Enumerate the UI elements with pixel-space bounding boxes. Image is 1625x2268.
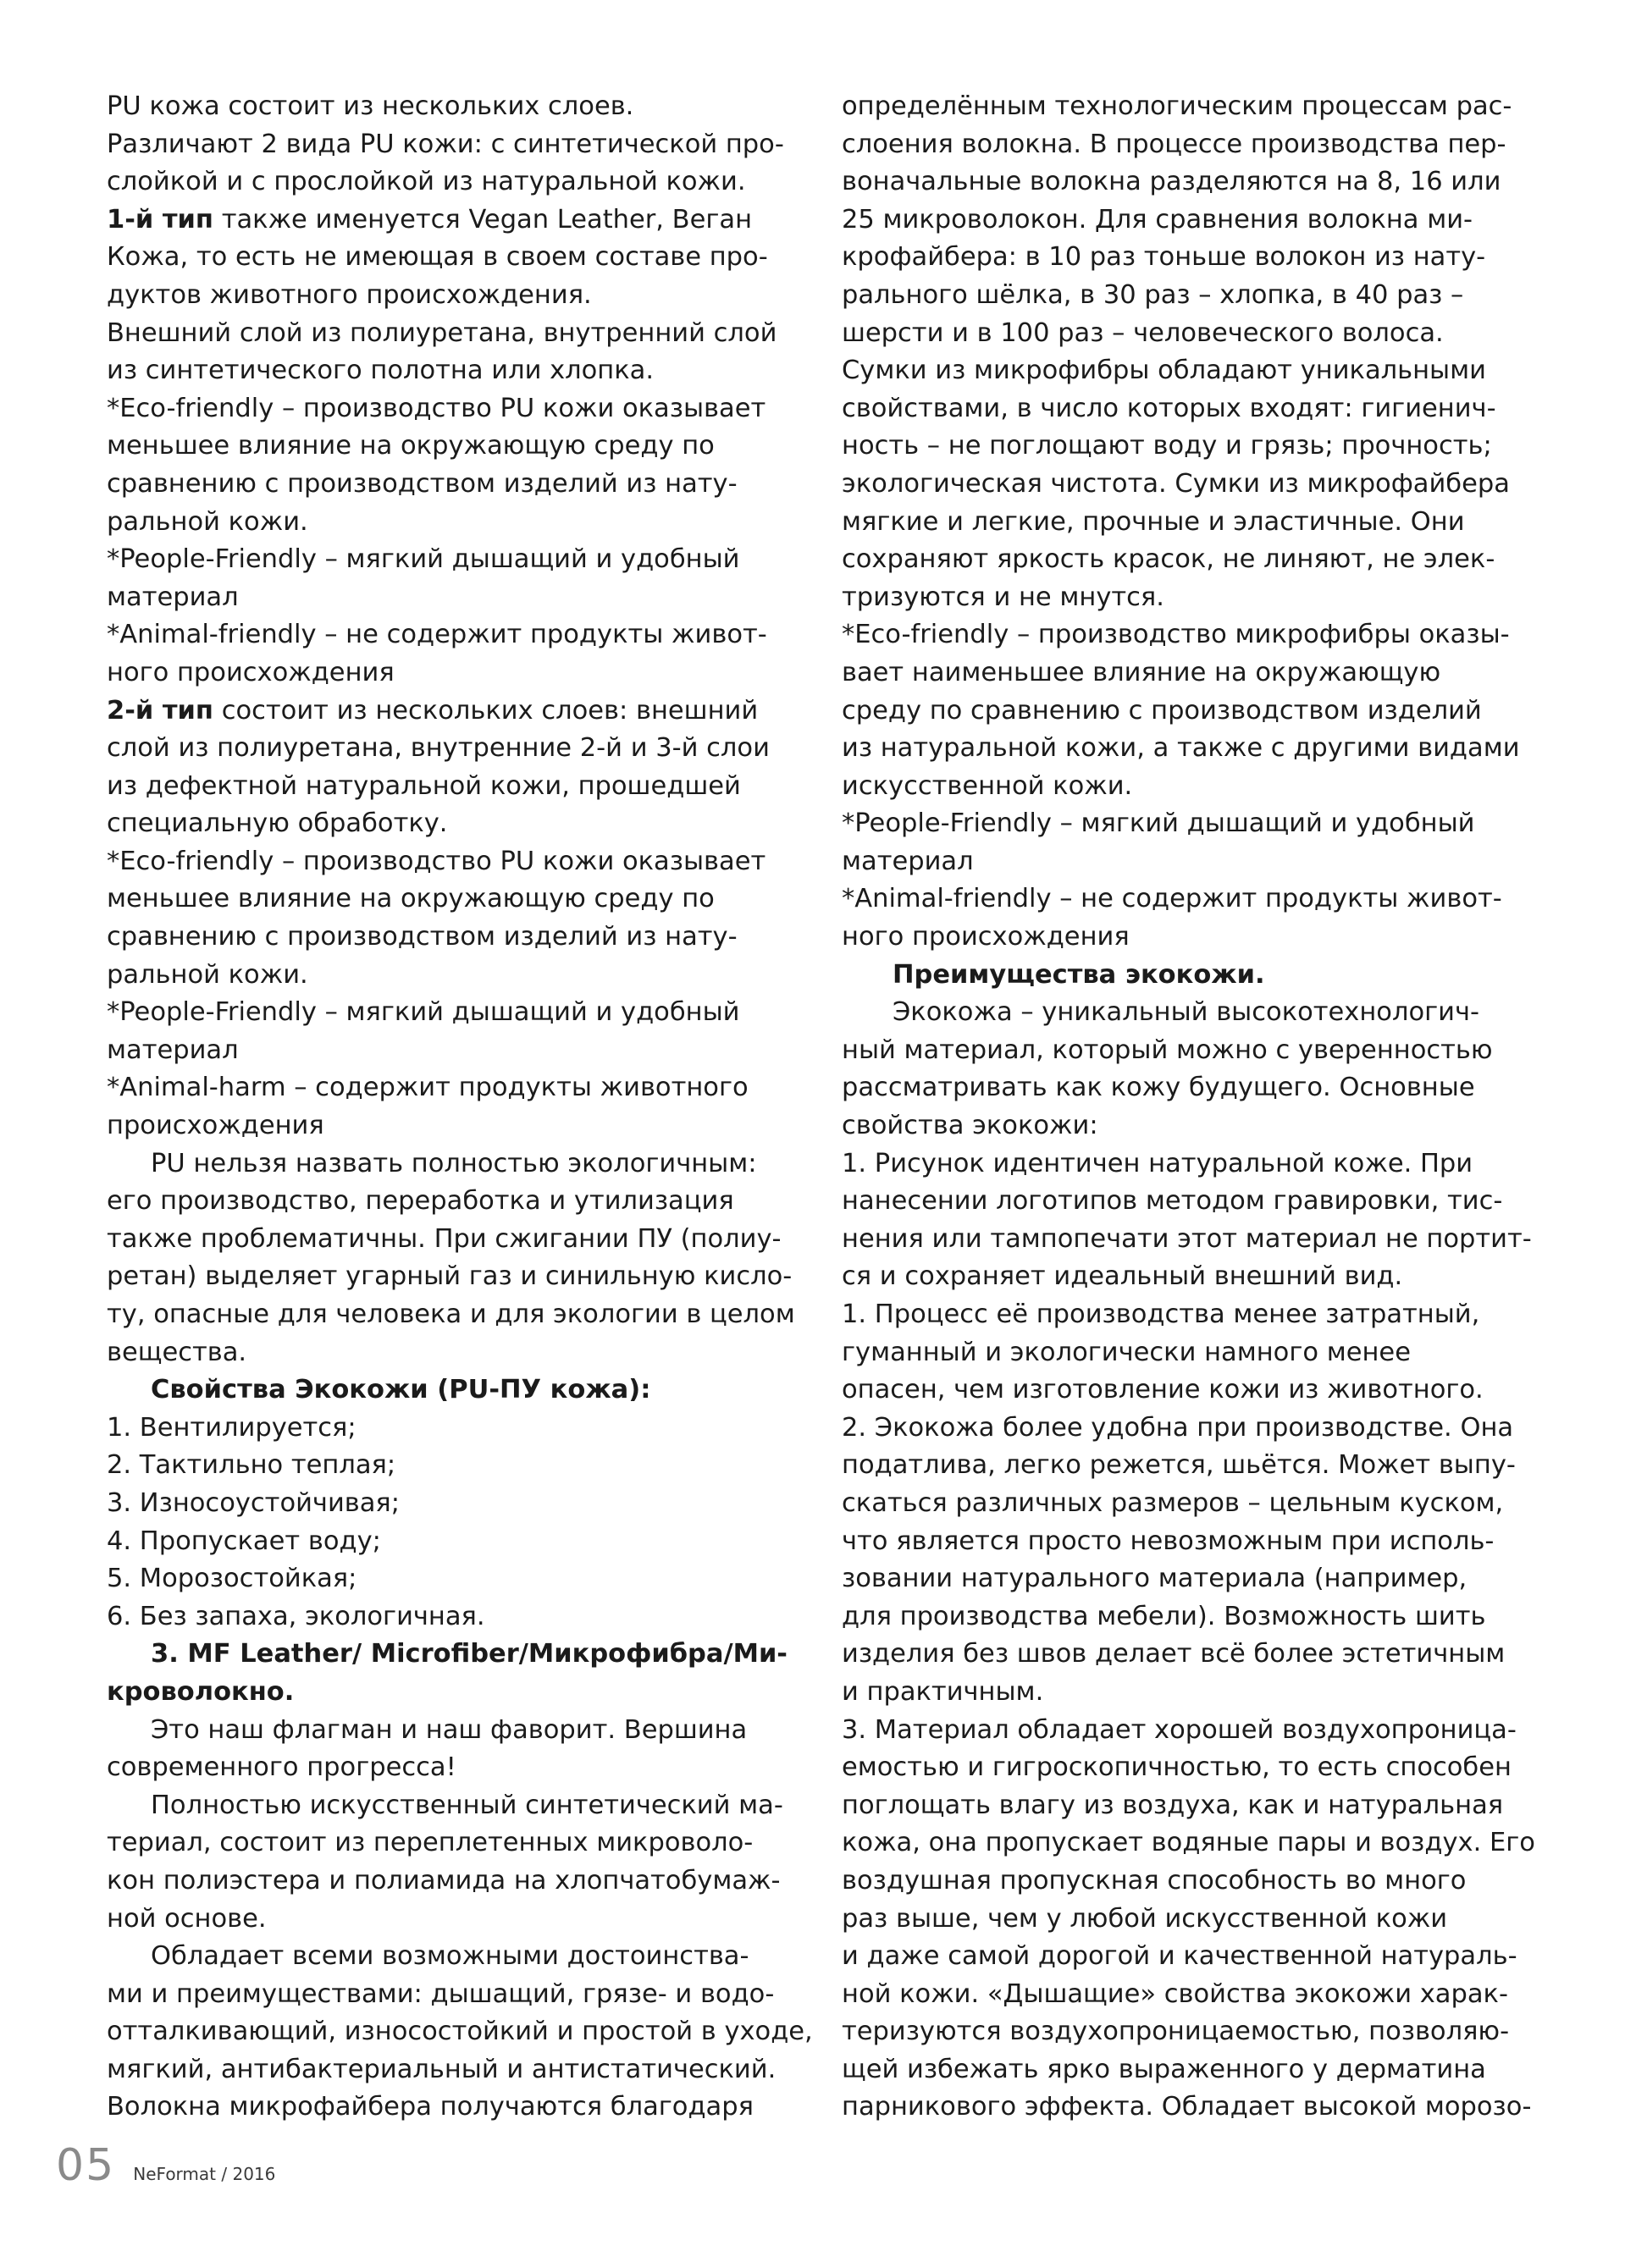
text-line <box>842 1371 1533 1410</box>
line-text: специальную обработку. <box>107 808 448 839</box>
text-line <box>842 1296 1533 1334</box>
text-line <box>107 1107 784 1145</box>
line-text: современного прогресса! <box>107 1752 456 1783</box>
text-line <box>842 1749 1533 1787</box>
text-line <box>842 2089 1533 2127</box>
line-text: вещества. <box>107 1337 247 1367</box>
line-text: сравнению с производством изделий из нату- <box>107 468 738 499</box>
page-number: 05 <box>56 2140 116 2191</box>
line-text: Сумки из микрофибры обладают уникальными <box>842 356 1486 386</box>
line-text: из дефектной натуральной кожи, прошедшей <box>107 770 741 801</box>
line-text: Различают 2 вида PU кожи: с синтетической про- <box>107 129 784 159</box>
line-text: щей избежать ярко выраженного у дерматина <box>842 2054 1486 2084</box>
line-text: емостью и гигроскопичностью, то есть способен <box>842 1752 1512 1783</box>
line-text: 1. Процесс её производства менее затратный, <box>842 1300 1480 1329</box>
text-line <box>107 239 784 277</box>
line-text: PU кожа состоит из нескольких слоев. <box>107 91 634 121</box>
bold-lead: 1-й тип <box>107 204 213 235</box>
line-text: PU нельзя назвать полностью экологичным: <box>151 1148 757 1178</box>
line-text: 25 микроволокон. Для сравнения волокна ми- <box>842 204 1473 235</box>
line-text: *Eco-friendly – производство микрофибры оказы- <box>842 620 1510 650</box>
line-text: Это наш флагман и наш фаворит. Вершина <box>151 1714 748 1745</box>
text-line <box>107 1183 784 1221</box>
text-line <box>842 994 1533 1032</box>
line-text: нанесении логотипов методом гравировки, тис- <box>842 1186 1503 1217</box>
line-text: нения или тампопечати этот материал не портит- <box>842 1223 1532 1254</box>
text-line <box>107 957 784 995</box>
line-text: свойствами, в число которых входят: гигиенич- <box>842 393 1496 423</box>
text-line <box>107 2051 784 2089</box>
text-line <box>107 277 784 315</box>
line-text: среду по сравнению с производством изделий <box>842 695 1482 726</box>
text-line <box>842 1674 1533 1712</box>
text-line <box>842 239 1533 277</box>
text-line <box>842 1334 1533 1372</box>
line-text: ретан) выделяет угарный газ и синильную кисло- <box>107 1261 793 1292</box>
line-text: 3. Материал обладает хорошей воздухопроница- <box>842 1714 1517 1745</box>
text-line <box>107 1485 784 1523</box>
text-line <box>107 1598 784 1636</box>
line-text: рассматривать как кожу будущего. Основные <box>842 1073 1475 1103</box>
line-text: шерсти и в 100 раз – человеческого волоса. <box>842 317 1444 348</box>
text-line <box>842 1069 1533 1107</box>
text-line <box>107 1258 793 1296</box>
text-line <box>107 880 784 919</box>
text-line <box>842 957 1533 995</box>
text-line <box>842 1145 1533 1184</box>
line-text: *Animal-harm – содержит продукты животного <box>107 1073 749 1103</box>
line-text: что является просто невозможным при исполь- <box>842 1526 1495 1556</box>
line-text: кон полиэстера и полиамида на хлопчатобумаж- <box>107 1865 781 1896</box>
text-line <box>107 1787 784 1825</box>
line-text: экологическая чистота. Сумки из микрофайбера <box>842 468 1510 499</box>
line-text: *Eco-friendly – производство PU кожи оказывает <box>107 846 766 876</box>
right-text-column <box>842 88 1533 2127</box>
line-text: мягкие и легкие, прочные и эластичные. Они <box>842 506 1465 537</box>
line-text: *Eco-friendly – производство PU кожи оказывает <box>107 393 766 423</box>
line-text: материал <box>107 1035 239 1065</box>
line-text: воздушная пропускная способность во много <box>842 1865 1467 1896</box>
text-line <box>842 1410 1533 1448</box>
line-text: кожа, она пропускает водяные пары и воздух. Его <box>842 1828 1535 1858</box>
line-text: териал, состоит из переплетенных микроволо- <box>107 1828 754 1858</box>
line-text: Экокожа – уникальный высокотехнологич- <box>893 997 1479 1028</box>
line-text: Полностью искусственный синтетический ма- <box>151 1790 783 1820</box>
line-text: состоит из нескольких слоев: внешний <box>213 695 759 726</box>
line-text: ся и сохраняет идеальный внешний вид. <box>842 1261 1403 1292</box>
text-line <box>842 1901 1533 1939</box>
text-line <box>842 1221 1533 1259</box>
text-line <box>842 2051 1533 2089</box>
line-text: рального шёлка, в 30 раз – хлопка, в 40 раз – <box>842 279 1464 310</box>
line-text: искусственной кожи. <box>842 770 1133 801</box>
line-text: меньшее влияние на окружающую среду по <box>107 431 715 461</box>
text-line <box>107 1069 784 1107</box>
line-text: слой из полиуретана, внутренние 2-й и 3-й слои <box>107 733 770 764</box>
line-text: из синтетического полотна или хлопка. <box>107 356 655 386</box>
text-line <box>107 1749 784 1787</box>
bold-lead: Преимущества экокожи. <box>893 959 1265 990</box>
line-text: свойства экокожи: <box>842 1111 1098 1141</box>
line-text: и практичным. <box>842 1676 1044 1707</box>
line-text: слоения волокна. В процессе производства пер- <box>842 129 1506 159</box>
line-text: для производства мебели). Возможность шить <box>842 1601 1486 1631</box>
text-line <box>107 1636 788 1674</box>
journal-issue: NeFormat / 2016 <box>133 2164 276 2184</box>
line-text: тризуются и не мнутся. <box>842 582 1164 612</box>
line-text: *Animal-friendly – не содержит продукты живот- <box>107 620 767 650</box>
line-text: материал <box>842 846 974 876</box>
line-text: 2. Экокожа более удобна при производстве. Она <box>842 1412 1514 1443</box>
text-line <box>842 201 1533 240</box>
text-line <box>842 504 1533 542</box>
line-text: 1. Рисунок идентичен натуральной коже. При <box>842 1148 1473 1178</box>
line-text: изделия без швов делает всё более эстетичным <box>842 1639 1506 1669</box>
text-line <box>107 126 784 164</box>
line-text: 3. Износоустойчивая; <box>107 1487 401 1518</box>
text-line <box>107 390 784 428</box>
text-line <box>107 88 784 126</box>
text-line <box>107 315 784 353</box>
line-text: крофайбера: в 10 раз тоньше волокон из нату- <box>842 242 1486 273</box>
text-line <box>107 1674 784 1712</box>
line-text: опасен, чем изготовление кожи из животного. <box>842 1375 1484 1405</box>
text-line <box>842 1523 1533 1561</box>
line-text: материал <box>107 582 239 612</box>
line-text: Кожа, то есть не имеющая в своем составе про- <box>107 242 768 273</box>
text-line <box>107 994 784 1032</box>
line-text: 6. Без запаха, экологичная. <box>107 1601 485 1631</box>
text-line <box>842 805 1533 843</box>
text-line <box>842 1787 1533 1825</box>
line-text: ного происхождения <box>842 922 1130 952</box>
line-text: отталкивающий, износостойкий и простой в уходе, <box>107 2017 813 2047</box>
text-line <box>842 1560 1533 1598</box>
line-text: поглощать влагу из воздуха, как и натуральная <box>842 1790 1504 1820</box>
line-text: сравнению с производством изделий из нату- <box>107 922 738 952</box>
text-line <box>842 1598 1533 1636</box>
text-line <box>107 163 784 201</box>
line-text: определённым технологическим процессам рас- <box>842 91 1512 121</box>
text-line <box>107 768 784 806</box>
line-text: также именуется Vegan Leather, Веган <box>213 204 753 235</box>
text-line <box>842 730 1533 768</box>
text-line <box>107 579 784 617</box>
line-text: *People-Friendly – мягкий дышащий и удобный <box>107 997 740 1028</box>
line-text: сохраняют яркость красок, не линяют, не элек- <box>842 544 1495 575</box>
line-text: из натуральной кожи, а также с другими видами <box>842 733 1520 764</box>
text-line <box>107 1938 784 1976</box>
line-text: 1. Вентилируется; <box>107 1412 357 1443</box>
line-text: слойкой и с прослойкой из натуральной кожи. <box>107 167 746 197</box>
text-line <box>107 1032 784 1070</box>
line-text: воначальные волокна разделяются на 8, 16 или <box>842 167 1501 197</box>
text-line <box>107 1560 784 1598</box>
page-footer <box>56 2140 395 2199</box>
text-line <box>842 1258 1533 1296</box>
line-text: ральной кожи. <box>107 506 308 537</box>
text-line <box>107 1334 784 1372</box>
line-text: раз выше, чем у любой искусственной кожи <box>842 1903 1448 1934</box>
text-line <box>842 352 1533 390</box>
text-line <box>107 1824 784 1862</box>
line-text: Внешний слой из полиуретана, внутренний слой <box>107 317 777 348</box>
text-line <box>107 654 784 693</box>
text-line <box>842 693 1533 731</box>
bold-lead: кроволокно. <box>107 1676 295 1707</box>
line-text: ного происхождения <box>107 657 395 687</box>
text-line <box>842 1712 1533 1750</box>
text-line <box>842 1976 1533 2014</box>
text-line <box>842 1938 1533 1976</box>
text-line <box>842 541 1533 579</box>
line-text: 5. Морозостойкая; <box>107 1564 357 1594</box>
text-line <box>107 616 784 654</box>
text-line <box>842 880 1533 919</box>
line-text: парникового эффекта. Обладает высокой морозо- <box>842 2092 1532 2122</box>
text-line <box>107 1976 784 2014</box>
line-text: податлива, легко режется, шьётся. Может выпу- <box>842 1450 1516 1481</box>
text-line <box>107 1410 784 1448</box>
text-line <box>107 1712 784 1750</box>
text-line <box>842 88 1533 126</box>
text-line <box>842 466 1533 504</box>
text-line <box>842 1032 1533 1070</box>
text-line <box>107 730 784 768</box>
text-line <box>107 541 784 579</box>
line-text: *Animal-friendly – не содержит продукты живот- <box>842 884 1502 914</box>
text-line <box>842 1824 1533 1862</box>
text-line <box>107 504 784 542</box>
line-text: теризуются воздухопроницаемостью, позволяю- <box>842 2017 1510 2047</box>
text-line <box>842 1183 1533 1221</box>
text-line <box>842 579 1533 617</box>
line-text: 4. Пропускает воду; <box>107 1526 381 1556</box>
line-text: происхождения <box>107 1111 324 1141</box>
text-line <box>107 1901 784 1939</box>
text-line <box>842 277 1533 315</box>
text-line <box>842 1636 1533 1674</box>
line-text: 2. Тактильно теплая; <box>107 1450 396 1481</box>
line-text: вает наименьшее влияние на окружающую <box>842 657 1441 687</box>
text-line <box>107 843 784 881</box>
line-text: мягкий, антибактериальный и антистатический. <box>107 2054 777 2084</box>
text-line <box>842 768 1533 806</box>
text-line <box>107 201 784 240</box>
line-text: меньшее влияние на окружающую среду по <box>107 884 715 914</box>
line-text: *People-Friendly – мягкий дышащий и удобный <box>107 544 740 575</box>
line-text: Волокна микрофайбера получаются благодаря <box>107 2092 754 2122</box>
bold-lead: 2-й тип <box>107 695 213 726</box>
left-text-column <box>107 88 813 2127</box>
line-text: ту, опасные для человека и для экологии в целом <box>107 1300 795 1329</box>
text-line <box>107 919 784 957</box>
text-line <box>842 843 1533 881</box>
line-text: дуктов животного происхождения. <box>107 279 592 310</box>
text-line <box>842 315 1533 353</box>
line-text: и даже самой дорогой и качественной натураль- <box>842 1941 1517 1972</box>
text-line <box>107 352 784 390</box>
line-text: Обладает всеми возможными достоинства- <box>151 1941 749 1972</box>
text-line <box>842 428 1533 466</box>
text-line <box>842 1485 1533 1523</box>
text-line <box>842 2013 1533 2051</box>
line-text: скаться различных размеров – цельным куском, <box>842 1487 1504 1518</box>
text-line <box>107 1523 784 1561</box>
line-text: ной основе. <box>107 1903 267 1934</box>
text-line <box>842 919 1533 957</box>
text-line <box>107 2089 784 2127</box>
text-line <box>842 1862 1533 1901</box>
line-text: его производство, переработка и утилизация <box>107 1186 734 1217</box>
text-line <box>107 1145 784 1184</box>
text-line <box>842 1107 1533 1145</box>
text-line <box>842 616 1533 654</box>
text-line <box>842 654 1533 693</box>
text-line <box>107 1221 784 1259</box>
text-line <box>107 1862 784 1901</box>
text-line <box>107 1447 784 1485</box>
text-line <box>842 126 1533 164</box>
line-text: гуманный и экологически намного менее <box>842 1337 1411 1367</box>
text-line <box>842 163 1533 201</box>
line-text: ность – не поглощают воду и грязь; прочность; <box>842 431 1492 461</box>
text-line <box>107 466 784 504</box>
text-line <box>107 2013 813 2051</box>
bold-lead: 3. MF Leather/ Microfiber/Микрофибра/Ми- <box>151 1639 788 1669</box>
text-line <box>107 428 784 466</box>
line-text: ной кожи. «Дышащие» свойства экокожи харак- <box>842 1978 1508 2009</box>
text-line <box>842 390 1533 428</box>
line-text: также проблематичны. При сжигании ПУ (полиу- <box>107 1223 782 1254</box>
line-text: зовании натурального материала (например, <box>842 1564 1467 1594</box>
line-text: *People-Friendly – мягкий дышащий и удобный <box>842 808 1475 839</box>
text-line <box>107 693 784 731</box>
text-line <box>107 1371 784 1410</box>
text-line <box>842 1447 1533 1485</box>
text-line <box>107 1296 795 1334</box>
line-text: ми и преимуществами: дышащий, грязе- и водо- <box>107 1978 775 2009</box>
line-text: ральной кожи. <box>107 959 308 990</box>
text-line <box>107 805 784 843</box>
bold-lead: Свойства Экокожи (PU-ПУ кожа): <box>151 1375 651 1405</box>
line-text: ный материал, который можно с уверенностью <box>842 1035 1493 1065</box>
